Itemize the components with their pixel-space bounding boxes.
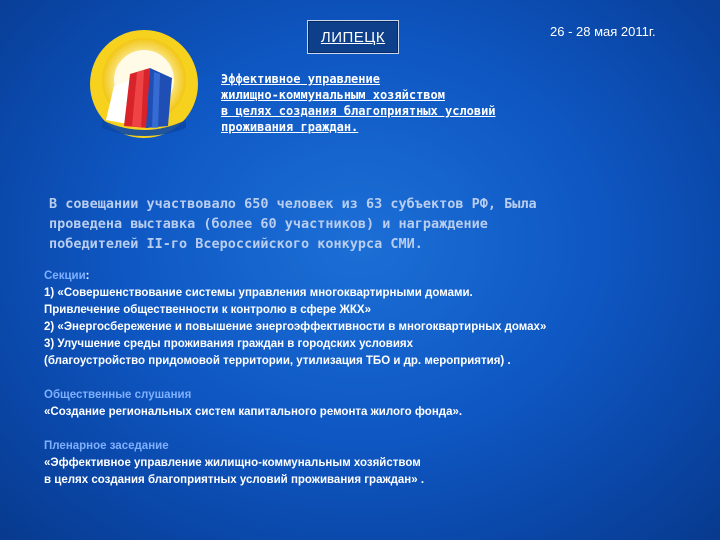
sections-heading — [44, 268, 694, 285]
sun-flag-logo-icon — [88, 28, 200, 140]
city-title: ЛИПЕЦК — [320, 28, 386, 46]
subtitle-line: в целях создания благоприятных условий — [221, 104, 496, 118]
plenary-line: «Эффективное управление жилищно-коммунальным хозяйством — [44, 457, 421, 469]
subtitle-line: проживания граждан. — [221, 120, 359, 134]
intro-line: победителей II-го Всероссийского конкурса СМИ. — [49, 236, 423, 252]
event-date: 26 - 28 мая 2011г. — [550, 24, 656, 39]
sections-heading-colon: : — [85, 270, 90, 282]
section-line: 2) «Энергосбережение и повышение энергоэффективности в многоквартирных домах» — [44, 321, 547, 333]
intro-paragraph — [49, 194, 689, 254]
section-line: 3) Улучшение среды проживания граждан в городских условиях — [44, 338, 414, 350]
city-title-box — [307, 20, 399, 54]
plenary-line: в целях создания благоприятных условий проживания граждан» . — [44, 474, 425, 486]
program-content — [44, 268, 694, 489]
sections-heading-text: Секции — [44, 270, 86, 282]
forum-subtitle — [221, 71, 601, 135]
hearings-line: «Создание региональных систем капитального ремонта жилого фонда». — [44, 406, 463, 418]
intro-line: проведена выставка (более 60 участников) и награждение — [49, 216, 488, 232]
section-line: 1) «Совершенствование системы управления многоквартирными домами. — [44, 287, 473, 299]
intro-line: В совещании участвовало 650 человек из 63 субъектов РФ, Была — [49, 196, 537, 212]
section-line: (благоустройство придомовой территории, утилизация ТБО и др. мероприятия) . — [44, 355, 511, 367]
plenary-heading: Пленарное заседание — [44, 440, 169, 452]
section-line: Привлечение общественности к контролю в сфере ЖКХ» — [44, 304, 371, 316]
subtitle-line: жилищно-коммунальным хозяйством — [221, 88, 445, 102]
subtitle-line: Эффективное управление — [221, 72, 380, 86]
hearings-heading: Общественные слушания — [44, 389, 192, 401]
